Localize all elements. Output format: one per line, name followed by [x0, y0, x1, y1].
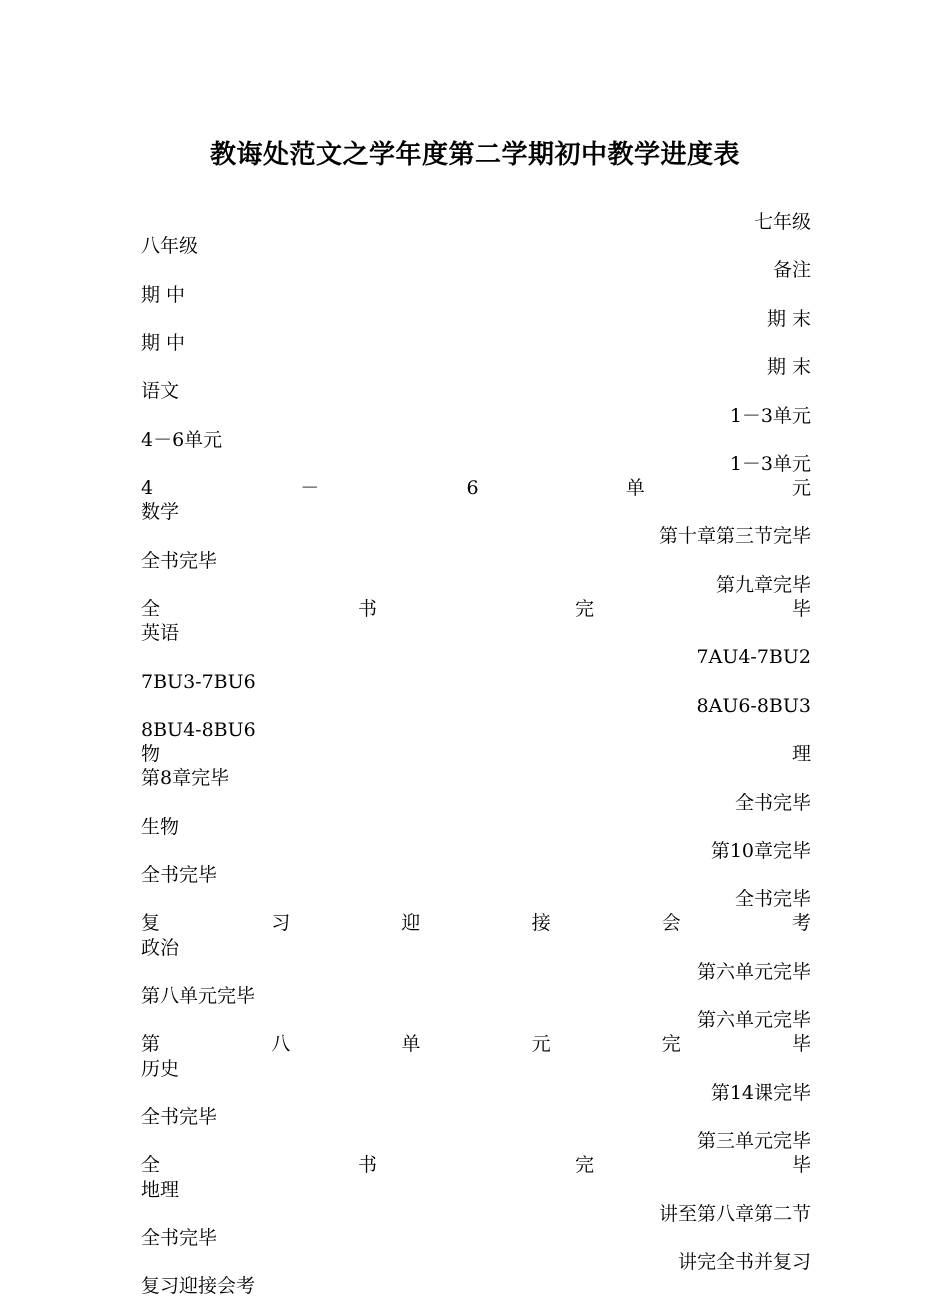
- text-line: 备注: [772, 259, 811, 282]
- text-line: 英语: [141, 622, 180, 645]
- text-line: 8AU6-8BU3: [696, 694, 811, 717]
- text-line: 数学: [141, 501, 180, 524]
- text-line: [141, 1153, 811, 1177]
- text-line: [141, 597, 811, 621]
- justified-char: 理: [791, 743, 811, 766]
- text-line: 第三单元完毕: [696, 1130, 811, 1153]
- justified-char: 全: [141, 1154, 161, 1177]
- justified-char: 毕: [791, 1033, 811, 1056]
- justified-char: 全: [141, 598, 161, 620]
- justified-char: 元: [531, 1033, 551, 1056]
- text-line: 1－3单元: [729, 404, 811, 427]
- text-line: 第十章第三节完毕: [658, 525, 811, 548]
- text-line: 语文: [141, 380, 180, 403]
- justified-char: 考: [791, 912, 811, 935]
- text-line: 第九章完毕: [715, 573, 811, 596]
- text-line: 七年级: [753, 211, 811, 233]
- text-line: 八年级: [141, 235, 199, 258]
- text-line: 期 中: [141, 331, 186, 354]
- text-line: 地理: [141, 1178, 180, 1201]
- text-line: 第六单元完毕: [696, 1009, 811, 1032]
- justified-char: 完: [661, 1033, 681, 1056]
- justified-char: 第: [141, 1033, 161, 1056]
- justified-char: 八: [271, 1033, 291, 1056]
- text-line: 1－3单元: [729, 452, 811, 475]
- text-line: 7BU3-7BU6: [141, 670, 256, 693]
- text-line: 全书完毕: [141, 1226, 218, 1249]
- text-line: 复习迎接会考: [141, 1275, 256, 1298]
- text-line: 第八单元完毕: [141, 985, 256, 1007]
- text-line: 全书完毕: [141, 864, 218, 887]
- justified-char: 完: [574, 598, 594, 620]
- text-line: 第8章完毕: [141, 767, 230, 790]
- text-line: 政治: [141, 936, 180, 959]
- justified-char: 6: [466, 477, 479, 500]
- text-line: 生物: [141, 815, 180, 838]
- document-title: 教诲处范文之学年度第二学期初中教学进度表: [209, 140, 740, 170]
- text-line: 讲完全书并复习: [677, 1251, 811, 1274]
- text-line: 历史: [141, 1057, 180, 1080]
- justified-char: 接: [531, 912, 551, 935]
- justified-char: 迎: [401, 912, 421, 935]
- justified-char: 物: [141, 743, 161, 766]
- justified-char: 4: [141, 477, 154, 500]
- justified-char: 完: [574, 1154, 594, 1177]
- text-line: 全书完毕: [141, 549, 218, 572]
- justified-char: 复: [141, 912, 161, 935]
- text-line: 第六单元完毕: [696, 960, 811, 983]
- text-line: 期 中: [141, 283, 186, 306]
- text-line: [141, 1032, 811, 1056]
- text-line: 全书完毕: [734, 888, 811, 911]
- text-line: [141, 476, 811, 500]
- justified-char: 书: [357, 598, 377, 620]
- justified-char: 单: [625, 477, 645, 500]
- text-line: 全书完毕: [734, 791, 811, 814]
- text-line: 第10章完毕: [710, 839, 811, 862]
- justified-char: 会: [661, 912, 681, 935]
- justified-char: 毕: [791, 598, 811, 620]
- text-line: 8BU4-8BU6: [141, 718, 256, 741]
- text-line: 4－6单元: [141, 428, 223, 451]
- justified-char: －: [300, 477, 320, 500]
- justified-char: 元: [791, 477, 811, 500]
- text-line: 第14课完毕: [710, 1081, 811, 1104]
- text-line: 期 末: [766, 356, 811, 379]
- document-body: [141, 210, 811, 1298]
- text-line: [141, 911, 811, 935]
- justified-char: 书: [357, 1154, 377, 1177]
- text-line: 7AU4-7BU2: [696, 646, 811, 669]
- justified-char: 习: [271, 912, 291, 935]
- text-line: 全书完毕: [141, 1105, 218, 1128]
- text-line: 讲至第八章第二节: [658, 1202, 811, 1225]
- text-line: 期 末: [766, 307, 811, 330]
- justified-char: 毕: [791, 1154, 811, 1177]
- justified-char: 单: [401, 1033, 421, 1056]
- text-line: [141, 742, 811, 766]
